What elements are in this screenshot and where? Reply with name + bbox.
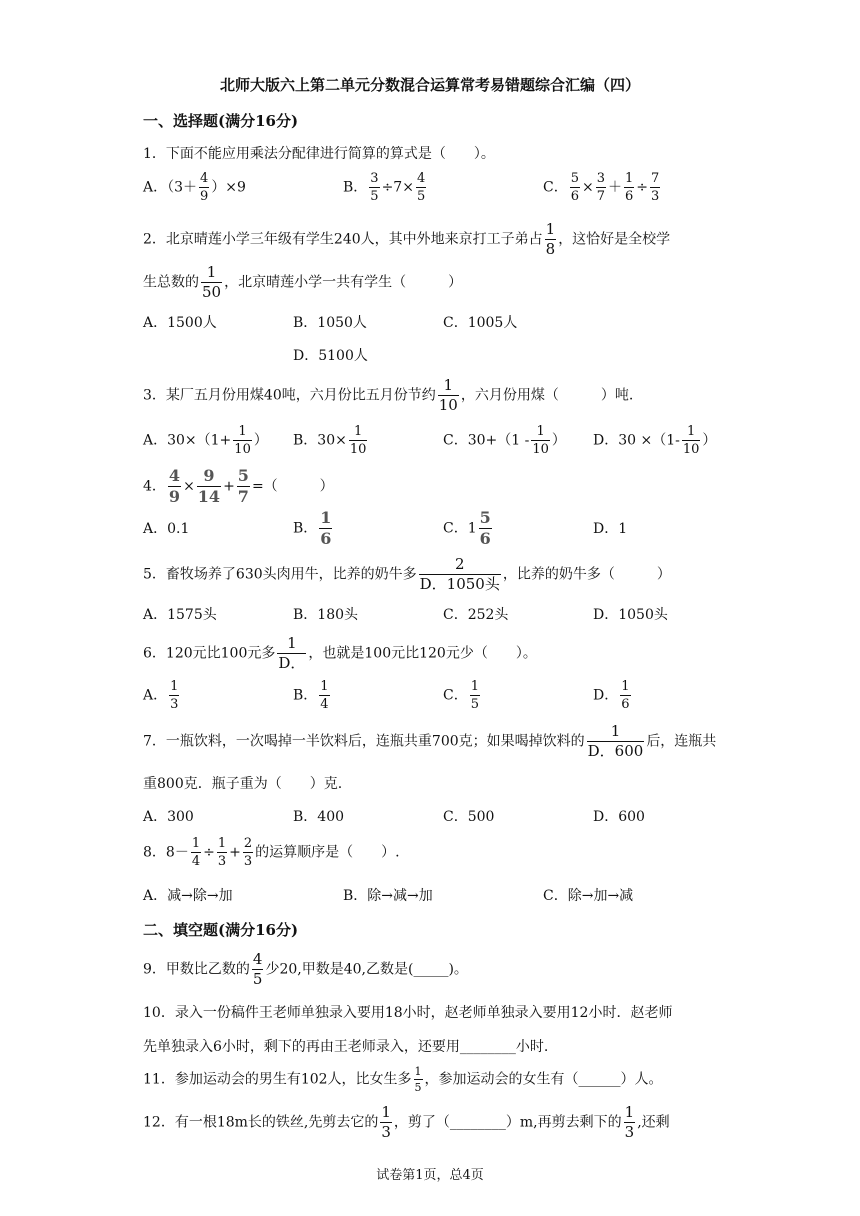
question-11: 11．参加运动会的男生有102人，比女生多 $\frac{1}{5}$ ，参加运动会的女生有（______）人。 [143,1065,663,1094]
q5-option-b: B．180头 [293,607,359,623]
q2-option-d: D．5100人 [293,348,368,364]
q5-option-a: A．1575头 [143,607,217,623]
q4-option-d: D．1 [593,521,628,537]
q3-option-b: B．30× $\frac{1}{10}$ [293,424,367,457]
q8-option-c: C．除→加→减 [543,888,634,904]
question-2-line-2: 生总数的 $\frac{1}{50}$ ，北京晴莲小学一共有学生（ ） [143,263,463,301]
q6-option-d: D． $\frac{1}{6}$ [593,679,630,712]
q4-option-a: A．0.1 [143,521,190,537]
question-7-line-1: 7．一瓶饮料，一次喝掉一半饮料后，连瓶共重700克；如果喝掉饮料的 $\frac{1}{D.600}$ 后，连瓶共 [143,722,717,760]
page-footer: 试卷第1页，总4页 [376,1168,484,1183]
q1-option-c: C． $\frac{5}{6}$ × $\frac{3}{7}$ ＋ $\frac{1}{6}$ ÷ $\frac{7}{3}$ [543,171,660,204]
q3-option-c: C．30+（1 - $\frac{1}{10}$ ） [443,424,566,457]
q4-option-c: C．1 $\frac{5}{6}$ [443,508,491,548]
question-1: 1．下面不能应用乘法分配律进行简算的算式是（ ）。 [143,146,495,162]
q6-option-a: A． $\frac{1}{3}$ [143,679,179,712]
q2-option-b: B．1050人 [293,315,367,331]
question-10-line-2: 先单独录入6小时，剩下的再由王老师录入，还要用________小时. [143,1039,549,1055]
question-3: 3．某厂五月份用煤40吨，六月份比五月份节约 $\frac{1}{10}$ ，六月份用煤（ ）吨. [143,376,634,414]
section-choice-heading: 一、选择题(满分16分) [143,112,299,130]
question-8: 8．8－ $\frac{1}{4}$ ÷ $\frac{1}{3}$ + $\frac{2}{3}$ 的运算顺序是（ ）. [143,836,400,869]
q2-option-a: A．1500人 [143,315,217,331]
question-9: 9．甲数比乙数的 $\frac{4}{5}$ 少20,甲数是40,乙数是(_____)。 [143,950,468,988]
q7-option-a: A．300 [143,809,194,825]
section-fill-heading: 二、填空题(满分16分) [143,921,299,939]
question-4: 4． $\frac{4}{9}$ × $\frac{9}{14}$ + $\frac{5}{7}$ =（ ） [143,466,334,506]
question-6: 6．120元比100元多 $\frac{1}{D.}$ ，也就是100元比120元少（ ）。 [143,634,537,672]
question-5: 5．畜牧场养了630头肉用牛，比养的奶牛多 $\frac{2}{\text{D．1050头}}$ ，比养的奶牛多（ ） [143,555,671,593]
q8-option-b: B．除→减→加 [343,888,433,904]
q8-option-a: A．减→除→加 [143,888,233,904]
q3-option-a: A．30×（1+ $\frac{1}{10}$ ） [143,424,268,457]
question-2-line-1: 2．北京晴莲小学三年级有学生240人，其中外地来京打工子弟占 $\frac{1}{8}$ ，这恰好是全校学 [143,220,671,258]
question-12: 12．有一根18m长的铁丝,先剪去它的 $\frac{1}{3}$ ，剪了（________）m,再剪去剩下的 $\frac{1}{3}$ ,还剩 [143,1103,670,1141]
page-title: 北师大版六上第二单元分数混合运算常考易错题综合汇编（四） [219,76,640,94]
q1-option-b: B． $\frac{3}{5}$ ÷7× $\frac{4}{5}$ [343,171,426,204]
q1-option-a: A．（3＋ $\frac{4}{9}$ ）×9 [143,171,246,204]
question-10-line-1: 10．录入一份稿件王老师单独录入要用18小时，赵老师单独录入要用12小时．赵老师 [143,1005,673,1021]
q7-option-c: C．500 [443,809,495,825]
q2-option-c: C．1005人 [443,315,518,331]
question-7-line-2: 重800克．瓶子重为（ ）克. [143,776,343,792]
q5-option-c: C．252头 [443,607,509,623]
q7-option-b: B．400 [293,809,345,825]
q6-option-c: C． $\frac{1}{5}$ [443,679,479,712]
q5-option-d: D．1050头 [593,607,668,623]
q3-option-d: D．30 ×（1- $\frac{1}{10}$ ） [593,424,717,457]
q4-option-b: B． $\frac{1}{6}$ [293,508,332,548]
q6-option-b: B． $\frac{1}{4}$ [293,679,329,712]
q7-option-d: D．600 [593,809,645,825]
